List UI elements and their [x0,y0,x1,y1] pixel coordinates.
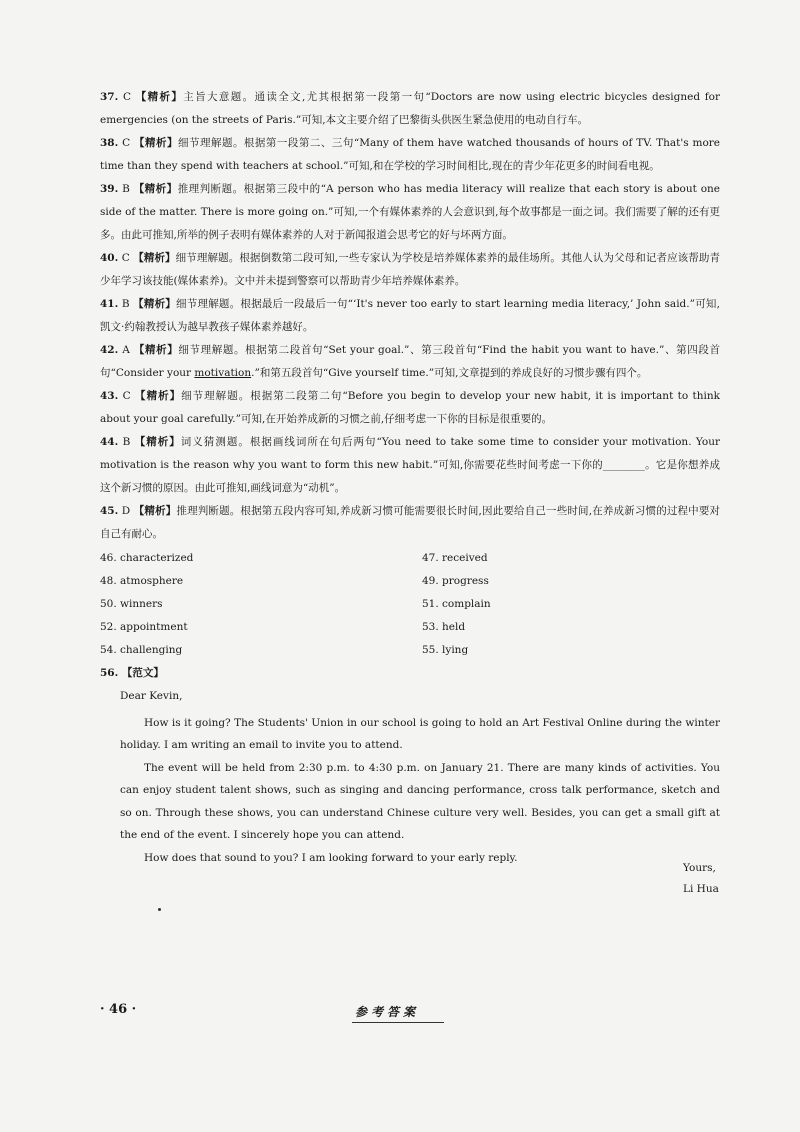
item-answer: C [122,137,131,149]
word-answer: 47. received [422,552,488,564]
answer-item-42 [100,339,720,385]
item-explanation: 推理判断题。根据第三段中的“A person who has media literacy will realize that each story is about one side of the matter. There is more going on.”可知,一个有媒体素养的人会意识到,每个故事都是一面之词。我们需要了解的还有更多。由此可推知,所举的例子表明有媒体素养的人对于新闻报道会思考它的好与坏两方面。 [100,183,720,241]
item-number: 37. [100,91,119,103]
item-explanation: 推理判断题。根据第五段内容可知,养成新习惯可能需要很长时间,因此要给自己一些时间,在养成新习惯的过程中要对自己有耐心。 [100,505,721,540]
model-essay [120,685,720,869]
item-tag: 【精析】 [135,91,184,103]
item-tag: 【精析】 [133,183,178,195]
item-answer: D [121,505,131,517]
essay-closing: Yours, [683,862,716,874]
ink-dot [158,908,161,911]
item-tag: 【精析】 [133,252,176,264]
answer-item-45 [100,500,720,546]
word-answer-grid [100,547,720,662]
item-answer: C [123,91,132,103]
item-explanation: 细节理解题。根据第一段第二、三句“Many of them have watched thousands of hours of TV. That's more time than they spend with teachers at school.”可知,和在学校的学习时间相比,现在的青少年花更多的时间看电视。 [100,137,721,172]
item-answer: B [122,183,130,195]
item-tag: 【精析】 [133,344,179,356]
item-number: 44. [100,436,119,448]
item-tag: 【精析】 [133,505,177,517]
item-answer: B [121,298,130,310]
page-number: · 46 · [100,1002,137,1017]
footer-title: 参考答案 [355,1005,420,1019]
answer-content [100,86,720,869]
essay-paragraph-3: How does that sound to you? I am looking forward to your early reply. [144,851,518,864]
item-answer: A [122,344,130,356]
essay-heading: 56. 【范文】 [100,667,164,679]
item-tag: 【精析】 [133,298,177,310]
item-number: 43. [100,390,119,402]
word-answer: 46. characterized [100,552,194,564]
item-number: 38. [100,137,119,149]
word-answer: 48. atmosphere [100,575,184,587]
item-explanation-cont: .”和第五段首句“Give yourself time.”可知,文章提到的养成良好的习惯步骤有四个。 [251,367,648,379]
item-number: 45. [100,505,119,517]
item-tag: 【精析】 [134,137,178,149]
essay-paragraph-2: The event will be held from 2:30 p.m. to 4:30 p.m. on January 21. There are many kinds of activities. You can enjoy student talent shows, such as singing and dancing performance, cross talk performance, sketch and so on. Through these shows, you can understand Chinese culture very well. Besides, you can get a small gift at the end of the event. I sincerely hope you can attend. [120,761,720,841]
word-answer: 53. held [422,621,466,633]
answer-item-43 [100,385,720,431]
answer-item-41 [100,293,720,339]
item-number: 41. [100,298,119,310]
answer-item-40 [100,247,720,293]
item-explanation: 细节理解题。根据第二段第二句“Before you begin to develop your new habit, it is important to think about your goal carefully.”可知,在开始养成新的习惯之前,仔细考虑一下你的目标是很重要的。 [100,390,721,425]
item-explanation: 细节理解题。根据最后一段最后一句“‘It's never too early to start learning media literacy,’ John said.”可知,凯文·约翰教授认为越早教孩子媒体素养越好。 [100,298,720,333]
essay-signature: Li Hua [683,883,719,895]
item-explanation: 主旨大意题。通读全文,尤其根据第一段第一句“Doctors are now using electric bicycles designed for emergencies (on the streets of Paris.”可知,本文主要介绍了巴黎街头供医生紧急使用的电动自行车。 [100,91,721,126]
item-answer: B [122,436,131,448]
word-answer: 52. appointment [100,621,188,633]
item-explanation: 细节理解题。根据第二段首句“Set your goal.”、第三段首句“Find the habit you want to have.”、第四段首句“Consider your [100,344,721,379]
item-answer: C [121,252,130,264]
item-number: 39. [100,183,119,195]
word-answer: 54. challenging [100,644,183,656]
item-explanation: 词义猜测题。根据画线词所在句后两句“You need to take some time to consider your motivation. Your motivation is the reason why you want to form this new habit.”可知,你需要花些时间考虑一下你的________。它是你想养成这个新习惯的原因。由此可推知,画线词意为“动机”。 [100,436,721,494]
item-answer: C [122,390,131,402]
answer-item-44 [100,431,720,500]
word-answer: 49. progress [422,575,489,587]
item-tag: 【精析】 [135,390,182,402]
underlined-word: motivation [194,367,252,379]
item-tag: 【精析】 [134,436,181,448]
item-explanation: 细节理解题。根据倒数第二段可知,一些专家认为学校是培养媒体素养的最佳场所。其他人认为父母和记者应该帮助青少年学习该技能(媒体素养)。文中并未提到警察可以帮助青少年培养媒体素养。 [100,252,721,287]
essay-greeting: Dear Kevin, [120,690,183,702]
essay-paragraph-1: How is it going? The Students' Union in our school is going to hold an Art Festival Online during the winter holiday. I am writing an email to invite you to attend. [120,716,720,751]
item-number: 40. [100,252,119,264]
word-answer: 55. lying [422,644,469,656]
word-answer: 51. complain [422,598,491,610]
item-number: 42. [100,344,119,356]
answer-item-38 [100,132,720,178]
answer-item-37 [100,86,720,132]
answer-item-39 [100,178,720,247]
word-answer: 50. winners [100,598,163,610]
footer-underline [352,1022,444,1023]
